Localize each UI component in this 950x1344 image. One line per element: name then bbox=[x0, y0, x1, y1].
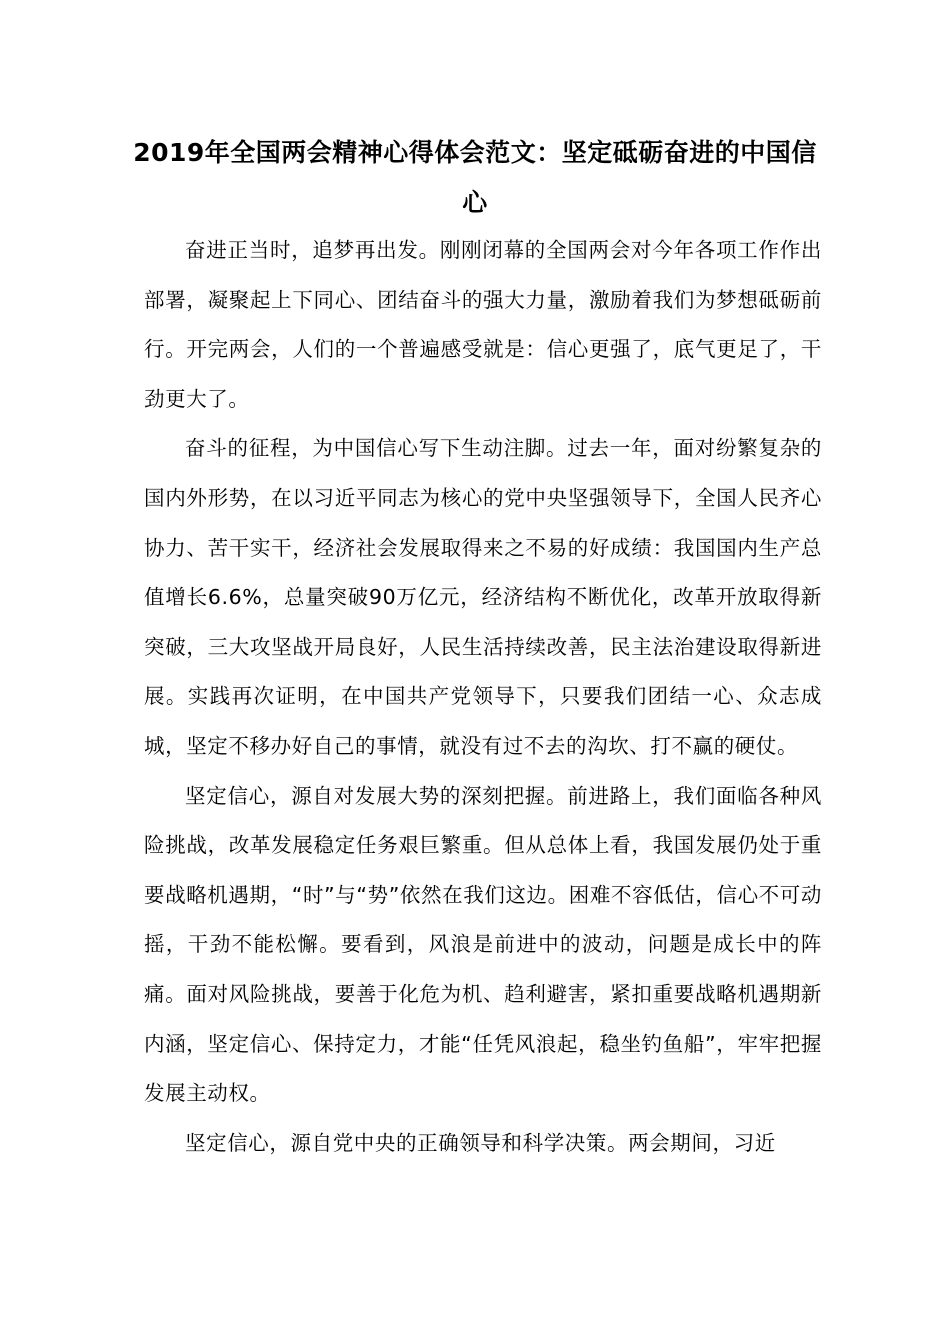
paragraph-1: 奋进正当时，追梦再出发。刚刚闭幕的全国两会对今年各项工作作出部署，凝聚起上下同心、团结奋斗的强大力量，激励着我们为梦想砥砺前行。开完两会，人们的一个普遍感受就是：信心更强了，底气更足了，干劲更大了。 bbox=[144, 238, 822, 411]
paragraph-2: 奋斗的征程，为中国信心写下生动注脚。过去一年，面对纷繁复杂的国内外形势，在以习近平同志为核心的党中央坚强领导下，全国人民齐心协力、苦干实干，经济社会发展取得来之不易的好成绩：我国国内生产总值增长6.6%，总量突破90万亿元，经济结构不断优化，改革开放取得新突破，三大攻坚战开局良好，人民生活持续改善，民主法治建设取得新进展。实践再次证明，在中国共产党领导下，只要我们团结一心、众志成城，坚定不移办好自己的事情，就没有过不去的沟坎、打不赢的硬仗。 bbox=[144, 436, 822, 758]
document-title: 2019年全国两会精神心得体会范文：坚定砥砺奋进的中国信心 bbox=[133, 138, 817, 217]
paragraph-4: 坚定信心，源自党中央的正确领导和科学决策。两会期间，习近 bbox=[185, 1130, 776, 1155]
document-body bbox=[144, 226, 822, 1168]
paragraph-3: 坚定信心，源自对发展大势的深刻把握。前进路上，我们面临各种风险挑战，改革发展稳定任务艰巨繁重。但从总体上看，我国发展仍处于重要战略机遇期，“时”与“势”依然在我们这边。困难不容低估，信心不可动摇，干劲不能松懈。要看到，风浪是前进中的波动，问题是成长中的阵痛。面对风险挑战，要善于化危为机、趋利避害，紧扣重要战略机遇期新内涵，坚定信心、保持定力，才能“任凭风浪起，稳坐钓鱼船”，牢牢把握发展主动权。 bbox=[144, 783, 822, 1106]
